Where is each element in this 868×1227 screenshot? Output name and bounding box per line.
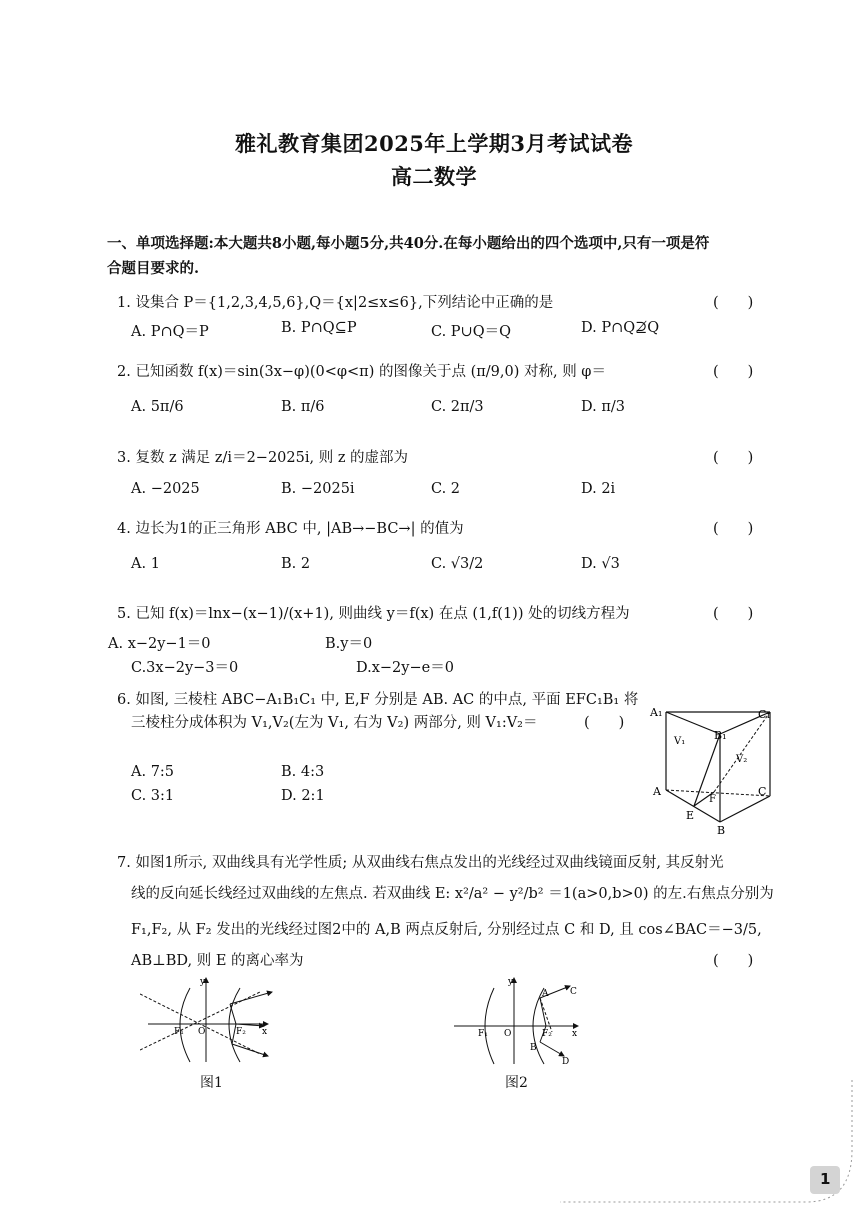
label-v1: V₁ [674, 736, 686, 747]
label-c1: C₁ [758, 708, 771, 721]
fig2-c-label: C [570, 987, 577, 997]
label-b1: B₁ [714, 729, 727, 742]
question-3-option-a: A. −2025 [131, 481, 200, 497]
question-4-option-a: A. 1 [131, 556, 160, 572]
question-4-option-c: C. √3/2 [431, 556, 484, 572]
answer-bracket: ( ) [713, 606, 754, 622]
page-subtitle: 高二数学 [391, 164, 477, 189]
question-2-option-a: A. 5π/6 [131, 399, 184, 415]
label-e: E [686, 809, 695, 822]
fig2-a-label: A [542, 989, 549, 999]
fig2-y-label: y [508, 977, 514, 987]
figure-2-caption: 图2 [505, 1075, 528, 1091]
question-6-stem-cont: 三棱柱分成体积为 V₁,V₂(左为 V₁, 右为 V₂) 两部分, 则 V₁:V₂＝ [131, 715, 538, 731]
question-6-option-a: A. 7:5 [131, 764, 175, 780]
section-heading-cont: 合题目要求的. [107, 260, 200, 277]
question-5-option-c: C.3x−2y−3＝0 [131, 660, 239, 676]
label-b: B [717, 824, 726, 837]
question-5-option-b: B.y＝0 [325, 636, 373, 652]
question-1-option-a: A. P∩Q＝P [131, 324, 209, 340]
question-4-stem: 4. 边长为1的正三角形 ABC 中, |AB→−BC→| 的值为 [117, 521, 464, 537]
fig1-y-label: y [200, 977, 206, 987]
answer-bracket: ( ) [713, 450, 754, 466]
page-corner-decoration [560, 1080, 868, 1227]
fig1-x-label: x [262, 1027, 268, 1037]
question-2-option-d: D. π/3 [581, 399, 625, 415]
question-2-option-b: B. π/6 [281, 399, 325, 415]
fig1-f2-label: F₂ [236, 1027, 246, 1037]
question-3-option-b: B. −2025i [281, 481, 355, 497]
answer-bracket: ( ) [713, 521, 754, 537]
answer-bracket: ( ) [713, 295, 754, 311]
page-title: 雅礼教育集团2025年上学期3月考试试卷 [234, 131, 634, 156]
fig2-origin-label: O [504, 1029, 512, 1039]
label-a: A [653, 785, 661, 798]
question-2-option-c: C. 2π/3 [431, 399, 484, 415]
question-7-stem-cont1: 线的反向延长线经过双曲线的左焦点. 若双曲线 E: x²/a² − y²/b² ＝1(a>0,b>0) 的左.右焦点分别为 [131, 886, 774, 902]
figure-1-caption: 图1 [200, 1075, 223, 1091]
section-heading: 一、单项选择题:本大题共8小题,每小题5分,共40分.在每小题给出的四个选项中,只有一项是符 [107, 235, 710, 252]
fig2-f2-label: F₂ [542, 1029, 552, 1039]
fig2-f1-label: F₁ [478, 1029, 488, 1039]
question-2-stem: 2. 已知函数 f(x)＝sin(3x−φ)(0<φ<π) 的图像关于点 (π/9,0) 对称, 则 φ＝ [117, 364, 606, 380]
hyperbola-figure-1 [140, 972, 290, 1068]
question-7-stem-cont2: F₁,F₂, 从 F₂ 发出的光线经过图2中的 A,B 两点反射后, 分别经过点 C 和 D, 且 cos∠BAC＝−3/5, [131, 922, 762, 938]
question-6-option-b: B. 4:3 [281, 764, 325, 780]
question-5-stem: 5. 已知 f(x)＝lnx−(x−1)/(x+1), 则曲线 y＝f(x) 在点 (1,f(1)) 处的切线方程为 [117, 606, 630, 622]
question-6-option-d: D. 2:1 [281, 788, 325, 804]
question-4-option-b: B. 2 [281, 556, 311, 572]
question-5-option-d: D.x−2y−e＝0 [356, 660, 454, 676]
question-7-stem: 7. 如图1所示, 双曲线具有光学性质; 从双曲线右焦点发出的光线经过双曲线镜面反射, 其反射光 [117, 855, 724, 871]
label-f: F [709, 794, 716, 805]
question-4-option-d: D. √3 [581, 556, 620, 572]
question-3-option-d: D. 2i [581, 481, 616, 497]
fig1-origin-label: O [198, 1027, 206, 1037]
fig2-b-label: B [530, 1043, 537, 1053]
fig1-f1-label: F₁ [174, 1027, 184, 1037]
label-c: C [758, 785, 767, 798]
label-a1: A₁ [650, 706, 663, 719]
answer-bracket: ( ) [713, 364, 754, 380]
question-6-stem: 6. 如图, 三棱柱 ABC−A₁B₁C₁ 中, E,F 分别是 AB. AC 的中点, 平面 EFC₁B₁ 将 [117, 692, 639, 708]
prism-figure [648, 700, 778, 840]
question-3-stem: 3. 复数 z 满足 z/i＝2−2025i, 则 z 的虚部为 [117, 450, 409, 466]
fig2-d-label: D [562, 1057, 570, 1067]
question-3-option-c: C. 2 [431, 481, 461, 497]
label-v2: V₂ [736, 754, 748, 765]
question-5-option-a: A. x−2y−1＝0 [108, 636, 211, 652]
answer-bracket: ( ) [713, 953, 754, 969]
question-6-option-c: C. 3:1 [131, 788, 175, 804]
page-number: 1 [820, 1170, 831, 1188]
question-1-stem: 1. 设集合 P＝{1,2,3,4,5,6},Q＝{x|2≤x≤6},下列结论中正确的是 [117, 295, 554, 311]
question-1-option-d: D. P∩Q⊉Q [581, 320, 660, 336]
question-1-option-b: B. P∩Q⊆P [281, 320, 357, 336]
question-7-stem-cont3: AB⊥BD, 则 E 的离心率为 [131, 953, 304, 969]
hyperbola-figure-2 [448, 972, 598, 1068]
answer-bracket: ( ) [584, 715, 625, 731]
fig2-x-label: x [572, 1029, 578, 1039]
question-1-option-c: C. P∪Q＝Q [431, 324, 511, 340]
